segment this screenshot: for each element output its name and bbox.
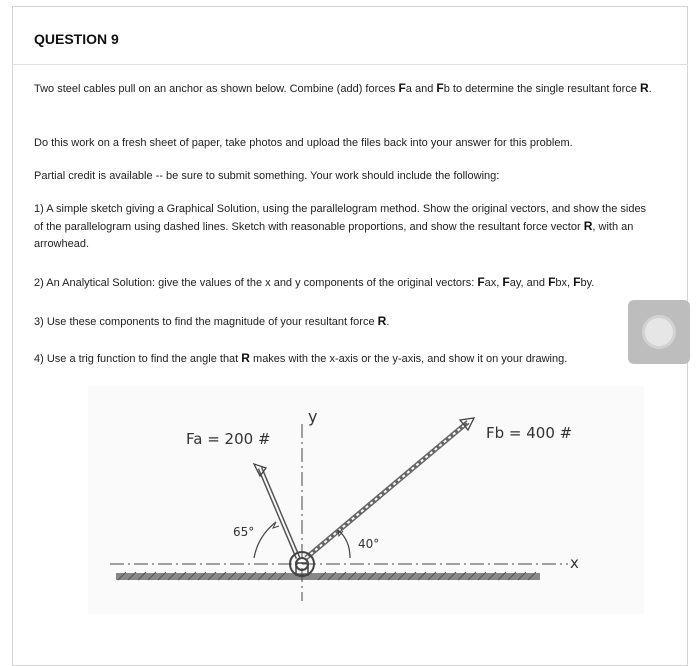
title-divider	[12, 64, 688, 65]
paragraph-partial-credit: Partial credit is available -- be sure to submit something. Your work should include the following:	[34, 170, 500, 182]
angle-arc-a	[254, 522, 276, 558]
angle-arc-a-arrow	[273, 522, 279, 528]
question-title: QUESTION 9	[34, 31, 119, 47]
y-axis-label: y	[308, 407, 318, 426]
paragraph-intro: Two steel cables pull on an anchor as shown below. Combine (add) forces Fa and Fb to determine the single resultant force R.	[34, 81, 652, 95]
cable-fa-core	[260, 468, 298, 558]
angle-b-label: 40°	[358, 537, 380, 551]
angle-a-label: 65°	[233, 525, 255, 539]
toggle-circle-icon	[642, 315, 676, 349]
paragraph-instructions: Do this work on a fresh sheet of paper, take photos and upload the files back into your answer for this problem.	[34, 137, 573, 149]
paragraph-step-3: 3) Use these components to find the magnitude of your resultant force R.	[34, 314, 390, 328]
fb-label: Fb = 400 #	[486, 424, 573, 442]
paragraph-step-1: 1) A simple sketch giving a Graphical Solution, using the parallelogram method. Show the original vectors, and show the sides of the parallelogram using dashed lines. Sketch with reasonable proportions, and show the resultant force vector R, with an arrowhead.	[34, 203, 647, 250]
paragraph-step-2: 2) An Analytical Solution: give the values of the x and y components of the original vectors: Fax, Fay, and Fbx, Fby.	[34, 275, 595, 289]
floating-action-button[interactable]	[628, 300, 690, 364]
paragraph-step-4: 4) Use a trig function to find the angle that R makes with the x-axis or the y-axis, and show it on your drawing.	[34, 351, 568, 365]
force-diagram	[88, 386, 644, 614]
fa-label: Fa = 200 #	[186, 430, 271, 448]
x-axis-label: x	[570, 554, 579, 572]
force-diagram-photo	[88, 386, 644, 614]
